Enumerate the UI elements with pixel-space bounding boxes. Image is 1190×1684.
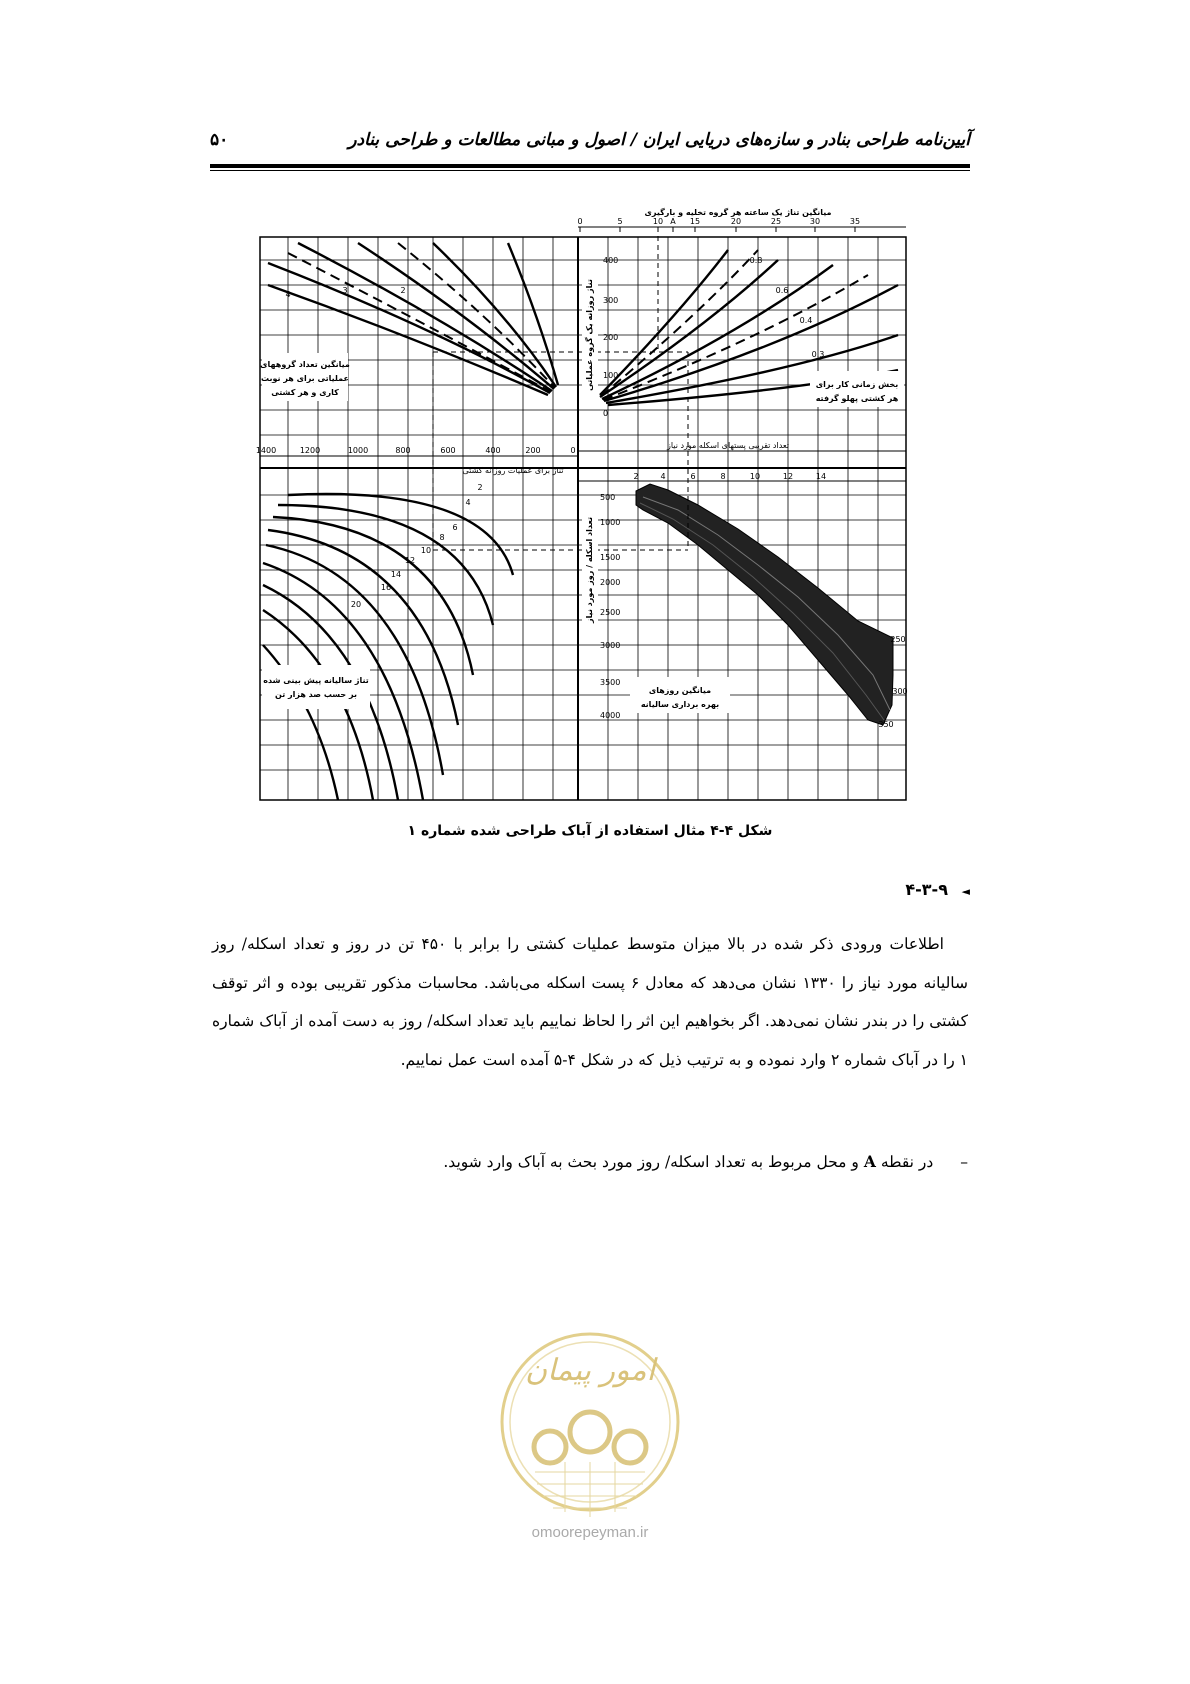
br-band-label-0: 250 xyxy=(890,635,906,644)
mid-tick-4: 10 xyxy=(749,472,761,481)
tr-curve-label-1: 0.6 xyxy=(775,286,789,295)
tr-label-line-0: بخش زمانی کار برای xyxy=(815,380,899,389)
bl-curve-label-8: 20 xyxy=(350,600,362,609)
bl-curve-label-4: 10 xyxy=(420,546,432,555)
tr-curve-1 xyxy=(600,250,728,395)
tr-y-tick-4: 0 xyxy=(603,409,609,418)
tl-label-line-2: کاری و هر کشتی xyxy=(271,388,339,397)
tl-curve-label-1: 3 xyxy=(342,286,348,295)
top-tick-0: 0 xyxy=(577,217,583,226)
left-tick-7: 0 xyxy=(570,446,576,455)
left-tick-5: 400 xyxy=(485,446,501,455)
top-tick-2: 10 xyxy=(652,217,664,226)
bl-curve-label-6: 14 xyxy=(390,570,402,579)
tl-label-line-1: عملیاتی برای هر نوبت xyxy=(261,374,349,383)
bullet-point: A xyxy=(863,1152,876,1171)
bl-curve-label-3: 8 xyxy=(439,533,445,542)
left-tick-2: 1000 xyxy=(347,446,369,455)
tr-y-title: تناژ روزانه یک گروه عملیاتی xyxy=(585,279,594,391)
bullet-item xyxy=(443,1152,968,1171)
br-label-line-1: بهره برداری سالیانه xyxy=(640,700,720,709)
bl-label-line-0: تناژ سالیانه پیش بینی شده xyxy=(263,676,369,685)
tl-curve-label-0: 4 xyxy=(285,290,291,299)
left-axis-ticks xyxy=(256,446,576,455)
section-marker: ◄ xyxy=(961,885,970,898)
bullet-before: در نقطه xyxy=(880,1153,934,1171)
mid-tick-2: 6 xyxy=(690,472,696,481)
br-y-tick-5: 3000 xyxy=(600,641,621,650)
page-number: ۵۰ xyxy=(210,130,229,150)
left-tick-3: 800 xyxy=(395,446,411,455)
bl-curve-label-5: 12 xyxy=(404,556,416,565)
left-tick-1: 1200 xyxy=(299,446,321,455)
abacus-nomogram xyxy=(255,205,908,803)
figure-caption: شکل ۴-۴ مثال استفاده از آباک طراحی شده شماره ۱ xyxy=(407,823,773,839)
br-y-tick-4: 2500 xyxy=(600,608,621,617)
tr-curve-label-2: 0.4 xyxy=(799,316,813,325)
mid-axis-title: تعداد تقریبی پستهای اسکله مورد نیاز xyxy=(666,441,790,450)
br-y-ticks xyxy=(600,493,620,720)
top-tick-3: A xyxy=(670,217,676,226)
br-label-line-0: میانگین روزهای xyxy=(648,686,712,695)
br-band-label-1: 300 xyxy=(892,687,908,696)
top-tick-1: 5 xyxy=(617,217,623,226)
tr-curve-label-3: 0.3 xyxy=(811,350,825,359)
stamp-website: omoorepeyman.ir xyxy=(531,1524,649,1541)
left-tick-4: 600 xyxy=(440,446,456,455)
omoorepeyman-stamp xyxy=(495,1312,685,1582)
left-axis-title: تناژ برای عملیات روزانه کشتی xyxy=(462,466,564,475)
top-tick-6: 25 xyxy=(770,217,782,226)
stamp-logo-text: امور پیمان xyxy=(525,1353,655,1388)
bl-curve-5 xyxy=(266,545,443,775)
tr-curve-2 xyxy=(600,260,778,397)
tr-y-tick-1: 300 xyxy=(603,296,619,305)
br-y-tick-2: 1500 xyxy=(600,553,621,562)
page-header xyxy=(210,130,970,160)
tr-y-tick-3: 100 xyxy=(603,371,619,380)
bl-label-line-1: بر حسب صد هزار تن xyxy=(275,690,357,699)
mid-tick-5: 12 xyxy=(782,472,794,481)
left-tick-0: 1400 xyxy=(255,446,277,455)
tl-label-line-0: میانگین تعداد گروههای xyxy=(260,360,350,369)
br-y-tick-1: 1000 xyxy=(600,518,621,527)
tr-y-tick-2: 200 xyxy=(603,333,619,342)
bullet-dash: – xyxy=(960,1153,968,1171)
top-axis-title: میانگین تناژ یک ساعته هر گروه تخلیه و بارگیری xyxy=(644,208,832,217)
top-tick-5: 20 xyxy=(730,217,742,226)
bl-curve-label-0: 2 xyxy=(477,483,483,492)
header-rule-thick xyxy=(210,164,970,168)
tl-curve-5 xyxy=(433,243,556,387)
tr-y-tick-0: 400 xyxy=(603,256,619,265)
gear-icon xyxy=(534,1412,646,1463)
mid-tick-0: 2 xyxy=(633,472,639,481)
br-y-tick-3: 2000 xyxy=(600,578,621,587)
br-band-label-2: 350 xyxy=(878,720,894,729)
br-y-tick-6: 3500 xyxy=(600,678,621,687)
running-title: آیین‌نامه طراحی بنادر و سازه‌های دریایی ایران / اصول و مبانی مطالعات و طراحی بنادر xyxy=(348,130,970,150)
br-y-tick-7: 4000 xyxy=(600,711,621,720)
bl-label-box xyxy=(262,665,370,709)
paragraph-text: اطلاعات ورودی ذکر شده در بالا میزان متوسط عملیات کشتی را برابر با ۴۵۰ تن در روز و تعداد اسکله/ روز سالیانه مورد نیاز را ۱۳۳۰ نشان می‌دهد که معادل ۶ پست اسکله می‌باشد. محاسبات مذکور تقریبی بوده و اثر توقف کشتی را در بندر نشان نمی‌دهد. اگر بخواهیم این اثر را لحاظ نماییم باید تعداد اسکله/ روز به دست آمده از آباک شماره ۱ را در آباک شماره ۲ وارد نموده و به ترتیب ذیل که در شکل ۴-۵ آمده است عمل نماییم. xyxy=(212,935,968,1069)
header-rule-thin xyxy=(210,170,970,171)
tl-curve-label-2: 2 xyxy=(400,286,406,295)
mid-tick-1: 4 xyxy=(660,472,666,481)
stamp-logo-icon xyxy=(495,1312,685,1582)
bl-curve-2 xyxy=(278,505,493,625)
section-number: ۴-۳-۹ xyxy=(905,880,948,899)
mid-axis-ticks xyxy=(633,472,826,481)
top-tick-4: 15 xyxy=(689,217,701,226)
section-heading xyxy=(905,880,970,899)
bl-curve-label-2: 6 xyxy=(452,523,458,532)
tr-curve-label-0: 0.8 xyxy=(749,256,763,265)
top-tick-8: 35 xyxy=(849,217,861,226)
tr-label-line-1: هر کشتی پهلو گرفته xyxy=(815,394,899,403)
top-tick-7: 30 xyxy=(809,217,821,226)
br-y-title: تعداد اسکله / روز مورد نیاز xyxy=(585,517,594,623)
br-y-tick-0: 500 xyxy=(600,493,616,502)
body-paragraph xyxy=(212,925,968,1079)
bl-curve-label-7: 16 xyxy=(380,583,392,592)
mid-tick-6: 14 xyxy=(815,472,827,481)
bullet-after: و محل مربوط به تعداد اسکله/ روز مورد بحث به آباک وارد شوید. xyxy=(443,1153,859,1171)
bl-curve-label-1: 4 xyxy=(465,498,471,507)
mid-tick-3: 8 xyxy=(720,472,726,481)
tl-panel-label xyxy=(260,359,350,397)
left-tick-6: 200 xyxy=(525,446,541,455)
abacus-figure xyxy=(255,205,908,803)
tr-dashed-1 xyxy=(601,250,758,396)
brick-wall-icon xyxy=(535,1462,645,1517)
bl-curves xyxy=(263,494,513,800)
top-axis-ticks xyxy=(577,217,860,232)
